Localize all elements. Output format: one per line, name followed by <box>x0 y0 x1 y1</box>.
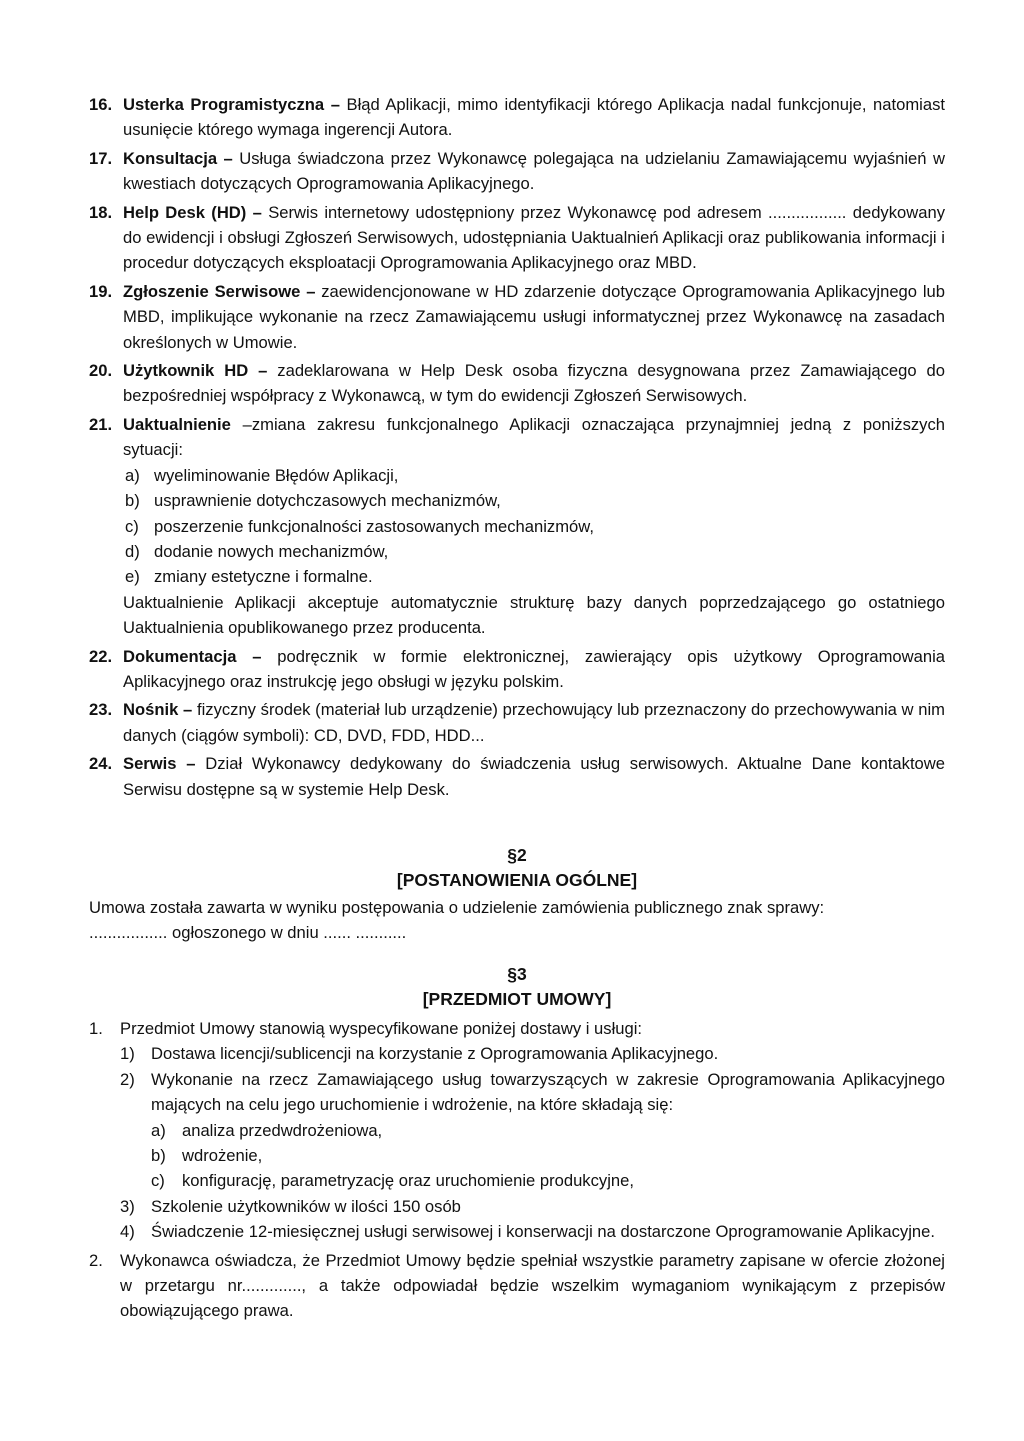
definition-19 <box>89 279 945 355</box>
definition-separator: – <box>306 281 316 301</box>
section-2-line-1: Umowa została zawarta w wyniku postępowania o udzielenie zamówienia publicznego znak sprawy: <box>89 898 825 917</box>
definition-text: zadeklarowana w Help Desk osoba fizyczna desygnowana przez Zamawiającego do bezpośredniej współpracy z Wykonawcą, w tym do ewidencji Zgłoszeń Serwisowych. <box>123 361 945 406</box>
list-item <box>123 488 945 513</box>
list-item <box>151 1168 945 1193</box>
list-letter: a) <box>125 465 140 485</box>
definition-number: 23. <box>89 700 113 720</box>
definition-term: Help Desk (HD) <box>123 202 247 222</box>
item-number: 2. <box>89 1250 103 1270</box>
list-letter: a) <box>151 1120 166 1140</box>
list-item <box>123 564 945 589</box>
definition-text: Usługa świadczona przez Wykonawcę polegająca na udzielaniu Zamawiającemu wyjaśnień w kwestiach dotyczących Oprogramowania Aplikacyjnego. <box>123 148 945 194</box>
section-3-item-1 <box>89 1016 945 1245</box>
section-3-item-2 <box>89 1248 945 1324</box>
sub-item-2 <box>120 1067 945 1194</box>
sub-number: 1) <box>120 1044 135 1064</box>
definition-term: Dokumentacja <box>123 646 237 666</box>
sub-text: Dostawa licencji/sublicencji na korzystanie z Oprogramowania Aplikacyjnego. <box>151 1044 719 1064</box>
definition-24 <box>89 751 945 802</box>
section-symbol: §3 <box>507 964 527 984</box>
definition-number: 20. <box>89 361 113 381</box>
sub-item-4 <box>120 1219 945 1244</box>
list-text: wyeliminowanie Błędów Aplikacji, <box>154 465 399 485</box>
definition-text: Serwis internetowy udostępniony przez Wykonawcę pod adresem ................. dedykowany do ewidencji i obsługi Zgłoszeń Serwisowych, udostępniania Uaktualnień Aplikacji oraz publikowania informacji i procedur dotyczących eksploatacji Oprogramowania Aplikacyjnego oraz MBD. <box>123 202 945 273</box>
section-title: [PRZEDMIOT UMOWY] <box>422 989 612 1009</box>
definition-term: Użytkownik HD <box>123 361 249 381</box>
section-title: [POSTANOWIENIA OGÓLNE] <box>396 870 638 890</box>
sub-number: 3) <box>120 1196 135 1216</box>
definition-20 <box>89 358 945 409</box>
definition-text: Dział Wykonawcy dedykowany do świadczenia usług serwisowych. Aktualne Dane kontaktowe Serwisu dostępne są w systemie Help Desk. <box>123 754 945 799</box>
section-3-heading <box>89 962 945 1012</box>
sub-text: Wykonanie na rzecz Zamawiającego usług towarzyszących w zakresie Oprogramowania Aplikacyjnego mających na celu jego uruchomienie i wdrożenie, na które składają się: <box>151 1069 945 1115</box>
section-2-body <box>89 895 945 946</box>
sub-item-3 <box>120 1194 945 1219</box>
uaktualnienie-list <box>123 463 945 590</box>
section-3-body <box>89 1016 945 1327</box>
list-letter: c) <box>125 516 139 536</box>
list-letter: b) <box>125 491 140 511</box>
definition-separator: – <box>186 754 196 774</box>
definition-number: 18. <box>89 202 113 222</box>
definition-separator: – <box>258 361 268 381</box>
definition-23 <box>89 697 945 748</box>
list-text: usprawnienie dotychczasowych mechanizmów, <box>154 491 501 511</box>
item-text: Wykonawca oświadcza, że Przedmiot Umowy będzie spełniał wszystkie parametry zapisane w ofercie złożonej w przetargu nr............., a także odpowiadał będzie wszelkim wymaganiom wynikającym z przepisów obowiązującego prawa. <box>120 1250 945 1321</box>
definition-number: 19. <box>89 281 113 301</box>
list-item <box>123 514 945 539</box>
sub-item-1 <box>120 1041 945 1066</box>
list-item <box>151 1143 945 1168</box>
list-letter: b) <box>151 1146 166 1166</box>
sub-text: Świadczenie 12-miesięcznej usługi serwisowej i konserwacji na dostarczone Oprogramowanie Aplikacyjne. <box>151 1222 935 1242</box>
definition-text: podręcznik w formie elektronicznej, zawierający opis użytkowy Oprogramowania Aplikacyjnego oraz instrukcję jego obsługi w języku polskim. <box>123 646 945 691</box>
definition-17 <box>89 146 945 197</box>
definition-text: Błąd Aplikacji, mimo identyfikacji którego Aplikacja nadal funkcjonuje, natomiast usunięcie którego wymaga ingerencji Autora. <box>123 95 945 140</box>
item-text: Przedmiot Umowy stanowią wyspecyfikowane poniżej dostawy i usługi: <box>120 1019 643 1038</box>
list-letter: d) <box>125 541 140 561</box>
definition-number: 21. <box>89 414 113 434</box>
list-text: dodanie nowych mechanizmów, <box>154 541 389 561</box>
definition-18 <box>89 200 945 276</box>
definition-separator: – <box>252 646 262 666</box>
sub-number: 2) <box>120 1069 135 1089</box>
sub-text: Szkolenie użytkowników w ilości 150 osób <box>151 1196 461 1216</box>
section-2-line-2: ................. ogłoszonego w dniu ...... ........... <box>89 923 407 943</box>
definition-22 <box>89 644 945 695</box>
list-item <box>123 463 945 488</box>
uaktualnienie-closing: Uaktualnienie Aplikacji akceptuje automatycznie strukturę bazy danych poprzedzającego go ostatniego Uaktualnienia opublikowanego przez producenta. <box>123 592 945 638</box>
definition-text: –zmiana zakresu funkcjonalnego Aplikacji oznaczająca przynajmniej jedną z poniższych sytuacji: <box>123 414 945 460</box>
definition-separator: – <box>330 95 340 114</box>
definition-number: 24. <box>89 754 113 774</box>
definition-term: Uaktualnienie <box>123 414 231 434</box>
item-number: 1. <box>89 1019 103 1038</box>
definition-21 <box>89 412 945 641</box>
section-2-heading <box>89 843 945 893</box>
definition-separator: – <box>183 700 193 720</box>
definition-16 <box>89 92 945 143</box>
definition-term: Usterka Programistyczna <box>123 95 325 114</box>
definition-text: zaewidencjonowane w HD zdarzenie dotyczące Oprogramowania Aplikacyjnego lub MBD, implikujące wykonanie na rzecz Zamawiającemu usługi informatycznej przez Wykonawcę na zasadach określonych w Umowie. <box>123 281 945 352</box>
definition-term: Konsultacja <box>123 148 218 168</box>
definition-separator: – <box>252 202 262 222</box>
list-text: wdrożenie, <box>182 1146 263 1166</box>
definitions-list <box>89 92 945 805</box>
list-text: poszerzenie funkcjonalności zastosowanych mechanizmów, <box>154 516 594 536</box>
list-letter: c) <box>151 1171 165 1191</box>
definition-term: Zgłoszenie Serwisowe <box>123 281 301 301</box>
list-letter: e) <box>125 567 140 587</box>
list-item <box>123 539 945 564</box>
definition-number: 22. <box>89 646 113 666</box>
definition-number: 17. <box>89 148 113 168</box>
list-text: konfigurację, parametryzację oraz uruchomienie produkcyjne, <box>182 1171 634 1191</box>
definition-separator: – <box>223 148 233 168</box>
definition-number: 16. <box>89 95 113 114</box>
definition-term: Serwis <box>123 754 177 774</box>
sub-number: 4) <box>120 1222 135 1242</box>
list-text: analiza przedwdrożeniowa, <box>182 1120 383 1140</box>
definition-text: fizyczny środek (materiał lub urządzenie) przechowujący lub przeznaczony do przechowywania w nim danych (ciągów symboli): CD, DVD, FDD, HDD... <box>123 700 945 745</box>
definition-term: Nośnik <box>123 700 179 720</box>
section-symbol: §2 <box>507 845 527 865</box>
list-item <box>151 1118 945 1143</box>
list-text: zmiany estetyczne i formalne. <box>154 567 373 587</box>
